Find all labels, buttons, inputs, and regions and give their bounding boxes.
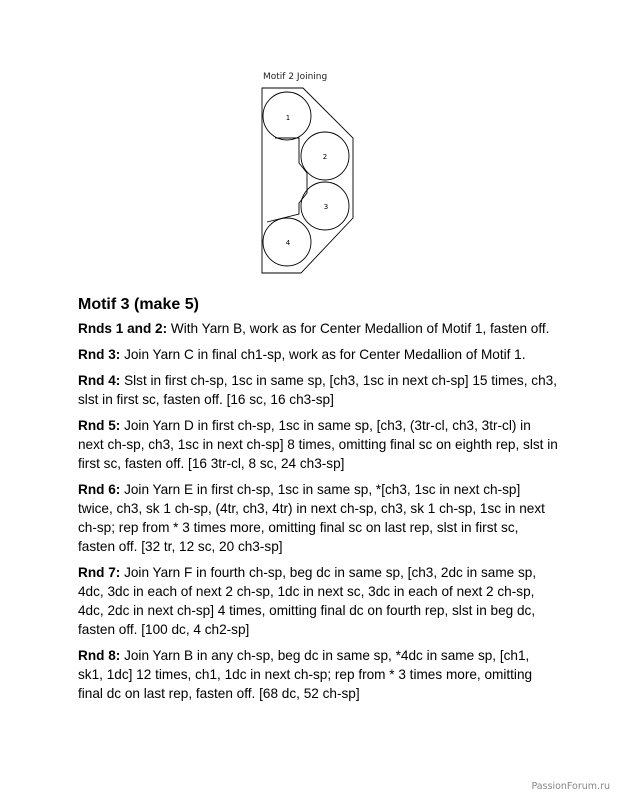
round-paragraph [78, 319, 558, 338]
round-text: Join Yarn D in first ch-sp, 1sc in same sp, [ch3, (3tr-cl, ch3, 3tr-cl) in next ch-sp, ch3, 1sc in next ch-sp] 8 times, omitting final sc on eighth rep, slst in first sc, fasten off. [16 3tr-cl, 8 sc, 24 ch3-sp] [78, 418, 558, 471]
round-paragraph [78, 345, 558, 364]
motif-label-2: 2 [322, 153, 328, 161]
section-heading: Motif 3 (make 5) [78, 296, 199, 313]
diagram-outline [262, 88, 353, 273]
round-paragraph [78, 371, 558, 409]
motif-joining-diagram [255, 68, 365, 278]
round-paragraph [78, 646, 558, 703]
round-text: Join Yarn C in final ch1-sp, work as for Center Medallion of Motif 1. [120, 347, 526, 362]
round-label: Rnd 7: [78, 565, 121, 580]
round-text: Join Yarn F in fourth ch-sp, beg dc in same sp, [ch3, 2dc in same sp, 4dc, 3dc in each of next 2 ch-sp, 1dc in next sc, 3dc in each of next 2 ch-sp, 4dc, 2dc in next ch-sp] 4 times, omitting final dc on fourth rep, slst in beg dc, fasten off. [100 dc, 4 ch2-sp] [78, 565, 537, 637]
round-text: With Yarn B, work as for Center Medallion of Motif 1, fasten off. [167, 321, 550, 336]
round-label: Rnds 1 and 2: [78, 321, 168, 336]
motif-label-4: 4 [285, 239, 291, 247]
round-label: Rnd 3: [78, 347, 121, 362]
watermark: PassionForum.ru [531, 781, 610, 792]
round-label: Rnd 4: [78, 373, 121, 388]
round-text: Slst in first ch-sp, 1sc in same sp, [ch3, 1sc in next ch-sp] 15 times, ch3, slst in first sc, fasten off. [16 sc, 16 ch3-sp] [78, 373, 557, 407]
pattern-instructions [78, 296, 558, 710]
round-paragraph [78, 563, 558, 639]
round-label: Rnd 5: [78, 418, 121, 433]
round-text: Join Yarn B in any ch-sp, beg dc in same sp, *4dc in same sp, [ch1, sk1, 1dc] 12 times, ch1, 1dc in next ch-sp; rep from * 3 times more, omitting final dc on last rep, fasten off. [68 dc, 52 ch-sp] [78, 648, 533, 701]
round-label: Rnd 8: [78, 648, 121, 663]
round-paragraph [78, 480, 558, 556]
round-label: Rnd 6: [78, 482, 121, 497]
motif-label-1: 1 [285, 114, 291, 122]
round-text: Join Yarn E in first ch-sp, 1sc in same sp, *[ch3, 1sc in next ch-sp] twice, ch3, sk 1 ch-sp, (4tr, ch3, 4tr) in next ch-sp, ch3, sk 1 ch-sp, 1sc in next ch-sp; rep from * 3 times more, omitting final sc on last rep, slst in first sc, fasten off. [32 tr, 12 sc, 20 ch3-sp] [78, 482, 545, 554]
diagram-title: Motif 2 Joining [263, 72, 328, 82]
round-paragraph [78, 416, 558, 473]
motif-label-3: 3 [323, 203, 329, 211]
